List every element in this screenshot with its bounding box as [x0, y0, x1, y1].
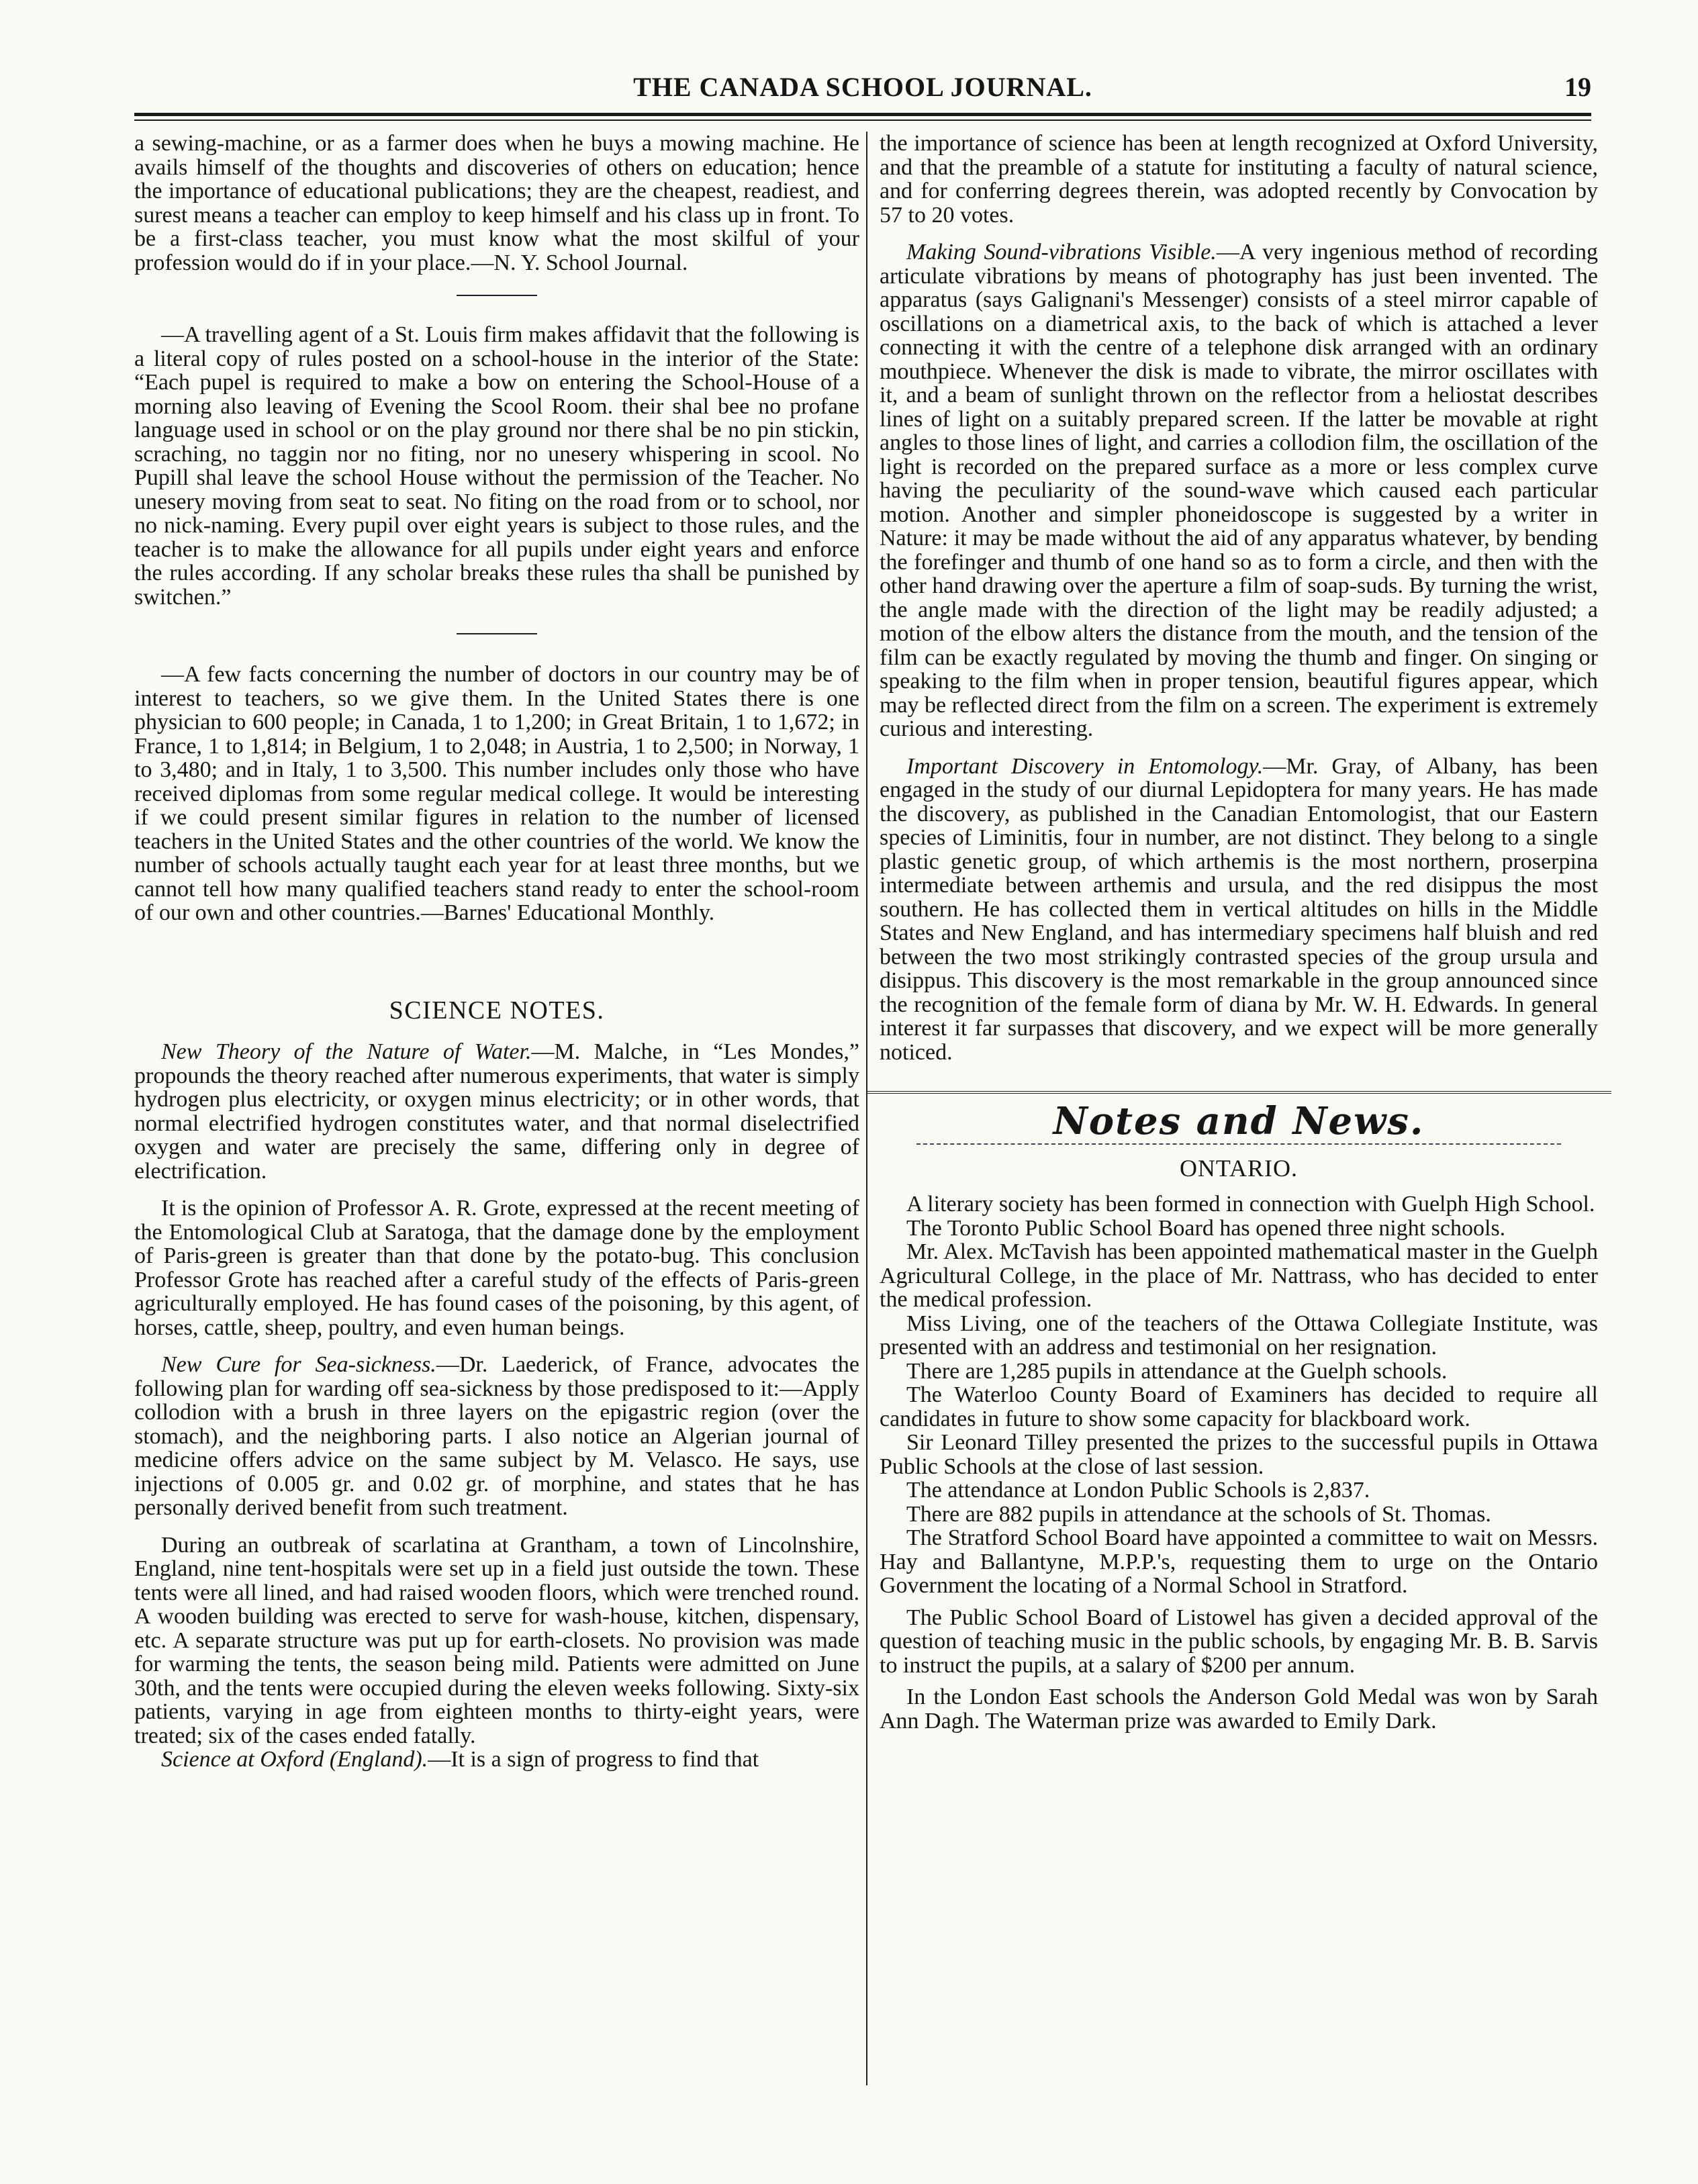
news-list: [880, 1192, 1598, 1733]
paragraph-scarlatina: During an outbreak of scarlatina at Grantham, a town of Lincolnshire, England, nine tent-hospitals were set up in a field just outside the town. These tents were all lined, and had raised wooden floors, which were trenched round. A wooden building was erected to serve for wash-house, kitchen, dispensary, etc. A separate structure was put up for earth-closets. No provision was made for warming the tents, the season being mild. Patients were admitted on June 30th, and the tents were occupied during the eleven weeks following. Sixty-six patients, varying in age from eighteen months to thirty-eight years, were treated; six of the cases ended fatally.: [134, 1532, 859, 1748]
page-number: 19: [1564, 72, 1591, 102]
science-oxford-text: —It is a sign of progress to find that: [428, 1747, 759, 1772]
news-item: There are 1,285 pupils in attendance at the Guelph schools.: [906, 1358, 1448, 1384]
column-divider: [866, 132, 867, 2085]
paragraph-school-rules: —A travelling agent of a St. Louis firm makes affidavit that the following is a literal copy of rules posted on a school-house in the interior of the State: “Each pupel is required to make a bow on entering the School-House of a morning also leaving of Evening the Scool Room. their shal bee no profane language used in school or on the play ground nor there shal be no pin stickin, scraching, no taggin nor no fiting, nor no unesery whispering in scool. No Pupill shal leave the school House without the permission of the Teacher. No unesery moving from seat to seat. No fiting on the road from or to school, nor no nick-naming. Every pupil over eight years is subject to those rules, and the teacher is to make the allowance for all pupils under eight years and enforce the rules according. If any scholar breaks these rules tha shall be punished by switchen.”: [134, 322, 859, 610]
news-item: There are 882 pupils in attendance at the schools of St. Thomas.: [906, 1501, 1491, 1527]
paragraph-science-oxford: [134, 1748, 859, 1772]
news-item: The attendance at London Public Schools is 2,837.: [906, 1478, 1370, 1503]
section-double-rule: [866, 1091, 1611, 1094]
news-item: The Stratford School Board have appointed a committee to wait on Messrs. Hay and Ballantyne, M.P.P.'s, requesting them to urge on the Ontario Government the locating of a Normal School in Stratford.: [880, 1525, 1598, 1598]
entomology-text: —Mr. Gray, of Albany, has been engaged in the study of our diurnal Lepidoptera for many years. He has made the discovery, as published in the Canadian Entomologist, that our Eastern species of Liminitis, four in number, are not distinct. They belong to a single plastic genetic group, of which arthemis is the most northern, proserpina intermediate between arthemis and ursula, and the red disippus the most southern. He has collected them in vertical altitudes on hills in the Middle States and New England, and has intermediary specimens half bluish and red between the two most strikingly contrasted species of the group ursula and disippus. This discovery is the most remarkable in the group announced since the recognition of the female form of diana by Mr. W. H. Edwards. In general interest it far surpasses that discovery, and we expect will be more generally noticed.: [880, 753, 1598, 1065]
news-item: Mr. Alex. McTavish has been appointed mathematical master in the Guelph Agricultural College, in the place of Mr. Nattrass, who has decided to enter the medical profession.: [880, 1239, 1598, 1312]
paragraph-sea-sickness: [134, 1353, 859, 1520]
water-theory-title: New Theory of the Nature of Water.: [161, 1039, 532, 1064]
entomology-title: Important Discovery in Entomology.: [906, 753, 1264, 779]
paragraph-entomology: [880, 755, 1598, 1065]
sound-vibrations-title: Making Sound-vibrations Visible.: [906, 240, 1217, 265]
header-rule-bottom: [134, 120, 1591, 121]
sound-vibrations-text: —A very ingenious method of recording articulate vibrations by means of photography has just been invented. The apparatus (says Galignani's Messenger) consists of a steel mirror capable of oscillations on a diametrical axis, to the back of which is attached a lever connecting it with the centre of a telephone disk arranged with an ordinary mouthpiece. Whenever the disk is made to vibrate, the mirror oscillates with it, and a beam of sunlight thrown on the reflector from a heliostat describes lines of light on a suitably prepared screen. If the latter be movable at right angles to those lines of light, and carries a collodion film, the oscillation of the light is recorded on the prepared surface as a more or less complex curve having the peculiarity of the sound-wave which caused each particular motion. Another and simpler phoneidoscope is suggested by a writer in Nature: it may be made without the aid of any apparatus whatever, by bending the forefinger and thumb of one hand so as to form a circle, and then with the other hand drawing over the aperture a film of soap-suds. By turning the wrist, the angle made with the direction of the light may be readily adjusted; a motion of the elbow alters the distance from the mouth, and the tension of the film can be exactly regulated by moving the thumb and finger. On singing or speaking to the film when in proper tension, beautiful figures appear, which may be reflected direct from the film on a screen. The experiment is extremely curious and interesting.: [880, 240, 1598, 741]
right-column: [880, 132, 1598, 1733]
separator-rule: [457, 295, 537, 296]
news-item: In the London East schools the Anderson Gold Medal was won by Sarah Ann Dagh. The Waterman prize was awarded to Emily Dark.: [880, 1684, 1598, 1734]
sea-sickness-text: —Dr. Laederick, of France, advocates the following plan for warding off sea-sickness by those predisposed to it:—Apply collodion with a brush in three layers on the epigastric region (over the stomach), and the neighboring parts. I also notice an Algerian journal of medicine offers advice on the same subject by M. Velasco. He says, use injections of 0.005 gr. and 0.02 gr. of morphine, and states that he has personally derived benefit from such treatment.: [134, 1352, 859, 1520]
notes-and-news-heading: Notes and News.: [1053, 1099, 1425, 1143]
journal-title: THE CANADA SCHOOL JOURNAL.: [633, 72, 1092, 102]
paragraph-paris-green: It is the opinion of Professor A. R. Grote, expressed at the recent meeting of the Entomological Club at Saratoga, that the damage done by the employment of Paris-green is greater than that done by the potato-bug. This conclusion Professor Grote has reached after a careful study of the effects of Paris-green agriculturally employed. He has found cases of the poisoning, by this agent, of horses, cattle, sheep, poultry, and even human beings.: [134, 1196, 859, 1340]
paragraph-sewing-machine: a sewing-machine, or as a farmer does when he buys a mowing machine. He avails himself of the thoughts and discoveries of others on education; hence the importance of educational publications; they are the cheapest, readiest, and surest means a teacher can employ to keep himself and his class up in front. To be a first-class teacher, you must know what the most skilful of your profession would do if in your place.—N. Y. School Journal.: [134, 131, 859, 275]
news-item: Miss Living, one of the teachers of the Ottawa Collegiate Institute, was presented with an address and testimonial on her resignation.: [880, 1311, 1598, 1360]
paragraph-water-theory: [134, 1040, 859, 1183]
news-item: The Public School Board of Listowel has given a decided approval of the question of teaching music in the public schools, by engaging Mr. B. B. Sarvis to instruct the pupils, at a salary of $200 per annum.: [880, 1605, 1598, 1678]
news-item: A literary society has been formed in connection with Guelph High School.: [906, 1192, 1595, 1217]
left-column: [134, 132, 859, 1772]
header-rule-top: [134, 113, 1591, 116]
paragraph-doctors: —A few facts concerning the number of doctors in our country may be of interest to teachers, so we give them. In the United States there is one physician to 600 people; in Canada, 1 to 1,200; in Great Britain, 1 to 1,672; in France, 1 to 1,814; in Belgium, 1 to 2,048; in Austria, 1 to 2,500; in Norway, 1 to 3,480; and in Italy, 1 to 3,500. This number includes only those who have received diplomas from some regular medical college. It would be interesting if we could present similar figures in relation to the number of licensed teachers in the United States and the other countries of the world. We know the number of schools actually taught each year for at least three months, but we cannot tell how many qualified teachers stand ready to enter the school-room of our own and other countries.—Barnes' Educational Monthly.: [134, 662, 859, 925]
news-item: Sir Leonard Tilley presented the prizes to the successful pupils in Ottawa Public Schools at the close of last session.: [880, 1430, 1598, 1479]
science-oxford-title: Science at Oxford (England).: [161, 1747, 428, 1772]
news-item: The Waterloo County Board of Examiners has decided to require all candidates in future to show some capacity for blackboard work.: [880, 1382, 1598, 1431]
running-head: [134, 71, 1591, 111]
separator-rule: [457, 633, 537, 634]
science-notes-heading: SCIENCE NOTES.: [389, 996, 605, 1025]
paragraph-oxford-continued: the importance of science has been at length recognized at Oxford University, and that the preamble of a statute for instituting a faculty of natural science, and for conferring degrees therein, was adopted recently by Convocation by 57 to 20 votes.: [880, 131, 1598, 228]
sea-sickness-title: New Cure for Sea-sickness.: [161, 1352, 436, 1377]
water-theory-text: —M. Malche, in “Les Mondes,” propounds the theory reached after numerous experiments, that water is simply hydrogen plus electricity, or oxygen minus electricity; or in other words, that normal electrified hydrogen constitutes water, and that normal diselectrified oxygen and water are precisely the same, differing only in degree of electrification.: [134, 1039, 859, 1184]
paragraph-sound-vibrations: [880, 240, 1598, 741]
news-item: The Toronto Public School Board has opened three night schools.: [906, 1215, 1506, 1241]
ontario-heading: ONTARIO.: [1179, 1154, 1299, 1182]
